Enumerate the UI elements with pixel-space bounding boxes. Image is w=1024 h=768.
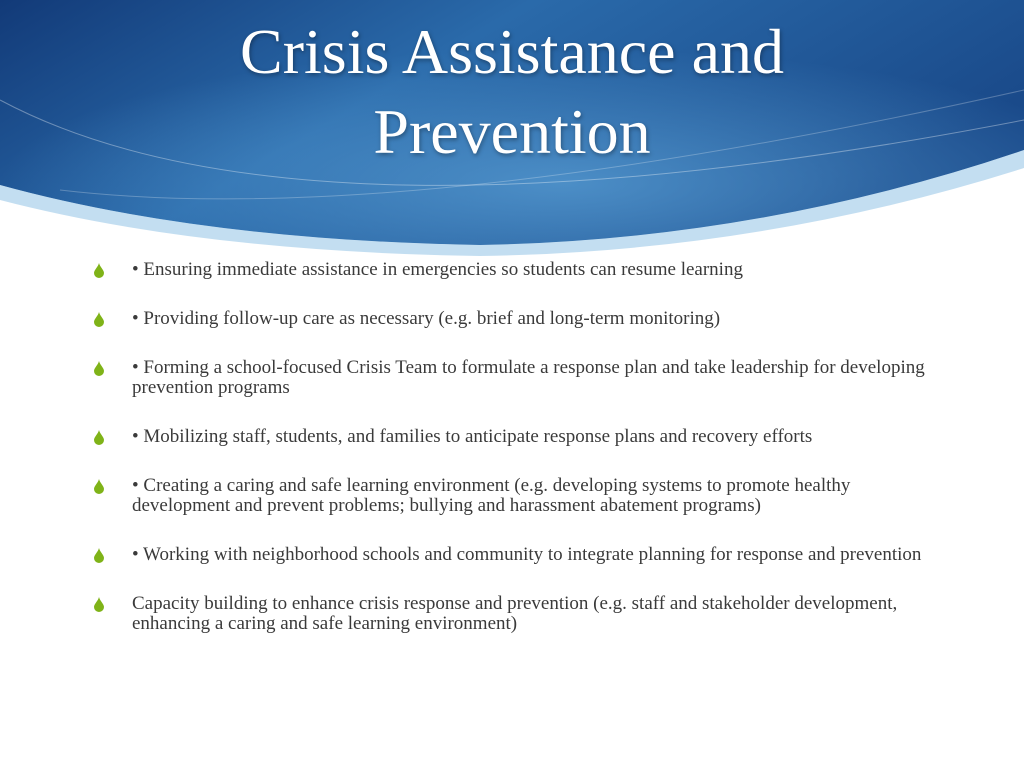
bullet-item [92, 427, 932, 447]
green-droplet-icon [94, 312, 104, 327]
green-droplet-icon [94, 548, 104, 563]
slide-title [112, 12, 912, 172]
bullet-text: • Creating a caring and safe learning environment (e.g. developing systems to promote healthy development and prevent problems; bullying and harassment abatement programs) [132, 475, 851, 516]
green-droplet-icon [94, 361, 104, 376]
green-droplet-icon [94, 597, 104, 612]
slide-title-line-1: Crisis Assistance and [240, 16, 784, 87]
bullet-text: Capacity building to enhance crisis response and prevention (e.g. staff and stakeholder development, enhancing a caring and safe learning environment) [132, 593, 898, 634]
bullet-item [92, 309, 932, 329]
green-droplet-icon [94, 430, 104, 445]
bullet-text: • Mobilizing staff, students, and families to anticipate response plans and recovery efforts [132, 426, 813, 447]
green-droplet-icon [94, 263, 104, 278]
bullet-item [92, 545, 932, 565]
bullet-list [92, 260, 932, 663]
bullet-item [92, 594, 932, 634]
bullet-item [92, 476, 932, 516]
bullet-text: • Forming a school-focused Crisis Team to formulate a response plan and take leadership for developing prevention programs [132, 357, 925, 398]
bullet-item [92, 260, 932, 280]
bullet-text: • Working with neighborhood schools and community to integrate planning for response and prevention [132, 544, 922, 565]
bullet-item [92, 358, 932, 398]
bullet-text: • Ensuring immediate assistance in emergencies so students can resume learning [132, 259, 743, 280]
green-droplet-icon [94, 479, 104, 494]
slide-title-line-2: Prevention [373, 96, 651, 167]
bullet-text: • Providing follow-up care as necessary (e.g. brief and long-term monitoring) [132, 308, 721, 329]
